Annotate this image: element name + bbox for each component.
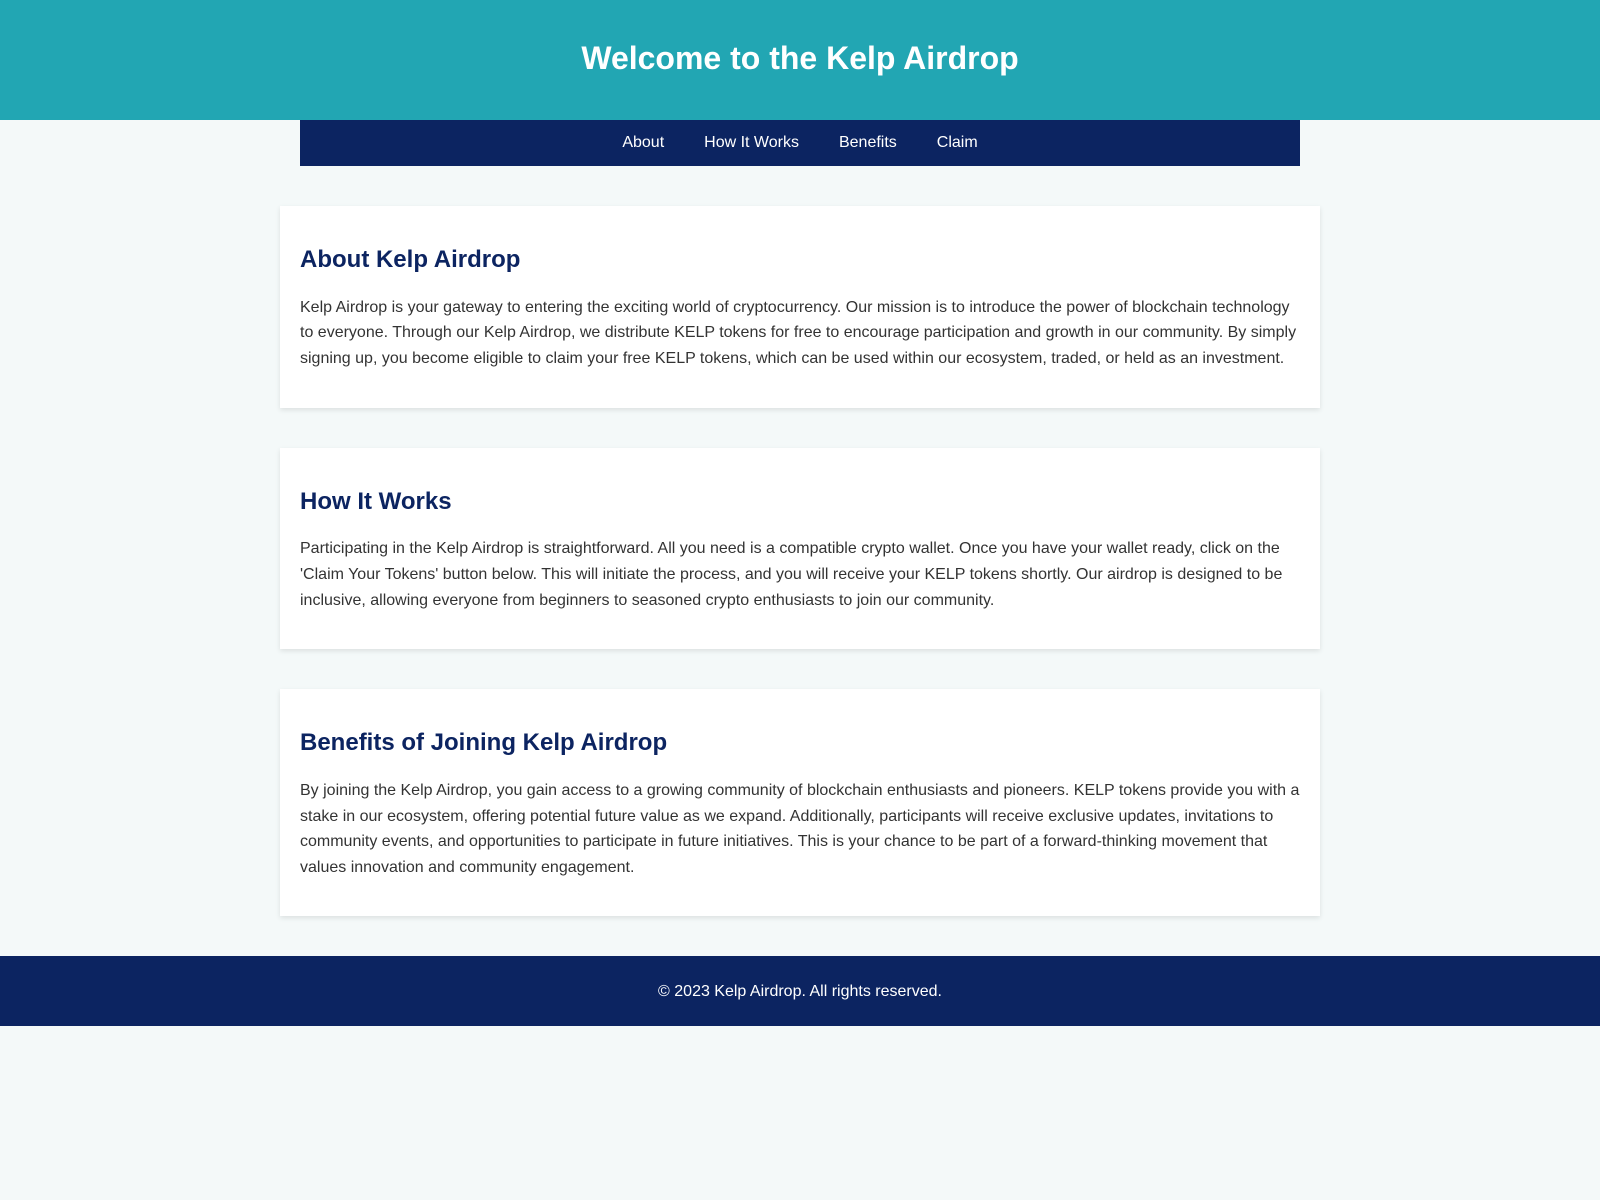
benefits-section: [280, 689, 1320, 916]
main-nav: [300, 120, 1300, 166]
copyright-text: © 2023 Kelp Airdrop. All rights reserved.: [658, 982, 942, 1000]
how-it-works-heading: How It Works: [300, 487, 452, 515]
page-title: Welcome to the Kelp Airdrop: [581, 39, 1019, 76]
main-content: [280, 166, 1320, 916]
about-section: [280, 206, 1320, 408]
nav-link-claim[interactable]: Claim: [936, 134, 978, 152]
how-it-works-section: [280, 448, 1320, 650]
how-it-works-text: Participating in the Kelp Airdrop is straightforward. All you need is a compatible crypto wallet. Once you have your wallet ready, click on the 'Claim Your Tokens' button below. This will initiate the process, and you will receive your KELP tokens shortly. Our airdrop is designed to be inclusive, allowing everyone from beginners to seasoned crypto enthusiasts to join our community.: [300, 540, 1283, 609]
nav-link-benefits[interactable]: Benefits: [838, 134, 897, 152]
about-text: Kelp Airdrop is your gateway to entering the exciting world of cryptocurrency. Our mission is to introduce the power of blockchain technology to everyone. Through our Kelp Airdrop, we distribute KELP tokens for free to encourage participation and growth in our community. By simply signing up, you become eligible to claim your free KELP tokens, which can be used within our ecosystem, traded, or held as an investment.: [300, 298, 1297, 367]
site-footer: [0, 956, 1600, 1026]
nav-link-how-it-works[interactable]: How It Works: [704, 134, 799, 152]
about-heading: About Kelp Airdrop: [300, 246, 521, 273]
benefits-text: By joining the Kelp Airdrop, you gain access to a growing community of blockchain enthusiasts and pioneers. KELP tokens provide you with a stake in our ecosystem, offering potential future value as we expand. Additionally, participants will receive exclusive updates, invitations to community events, and opportunities to participate in future initiatives. This is your chance to be part of a forward-thinking movement that values innovation and community engagement.: [300, 781, 1300, 876]
nav-link-about[interactable]: About: [622, 134, 665, 152]
site-header: [0, 0, 1600, 120]
benefits-heading: Benefits of Joining Kelp Airdrop: [300, 729, 668, 757]
